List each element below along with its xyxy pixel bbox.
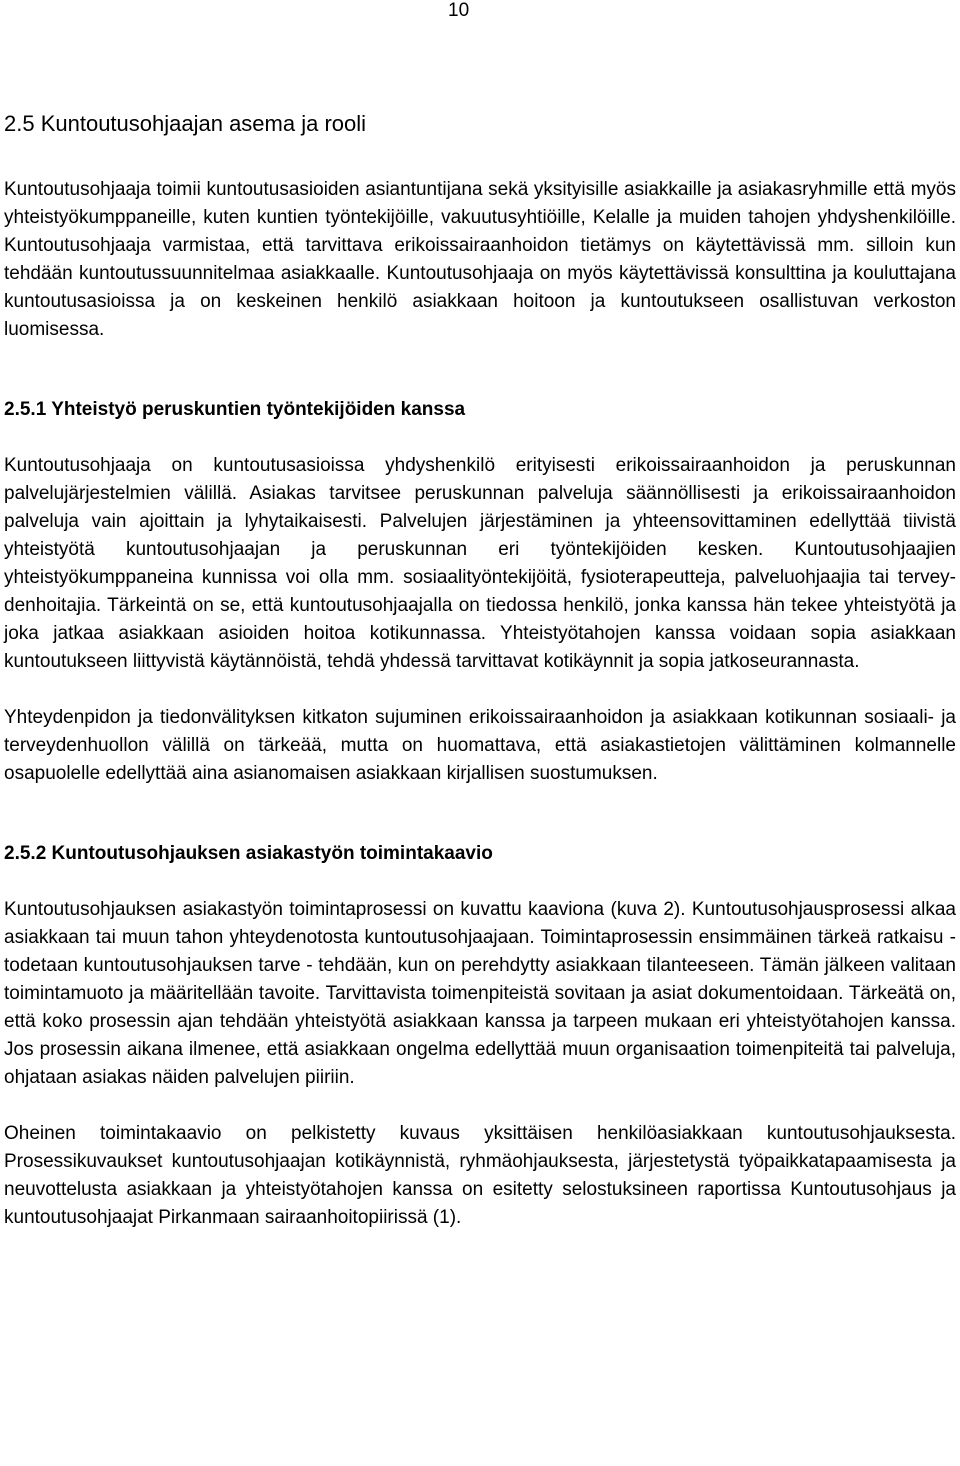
page-number: 10 [448,0,470,21]
spacer [4,676,956,704]
subsection-title-2-5-1: 2.5.1 Yhteistyö peruskuntien työntekijöiden kanssa [4,399,466,420]
subsection-2-paragraph-1: Kuntoutusohjauksen asiakastyön toimintaprosessi on kuvattu kaaviona (kuva 2). Kuntoutusohjausprosessi alkaa asiakkaan tai muun tahon yhteydenotosta kuntoutusohjaajaan. Toimintaprosessin ensimmäinen tärkeä ratkaisu - todetaan kuntoutusohjauksen tarve - tehdään, kun on perehdytty asiakkaan tilanteeseen. Tämän jälkeen valitaan toimintamuoto ja määritellään tavoite. Tarvittavista toimenpiteistä sovitaan ja asiat dokumentoidaan. Tärkeätä on, että koko prosessin ajan tehdään yhteistyötä asiakkaan kanssa ja tarpeen mukaan eri yhteistyötahojen kanssa. Jos prosessin aikana ilmenee, että asiakkaan ongelma edellyttää muun organisaation toimenpiteitä tai palveluja, ohjataan asiakas näiden palvelujen piiriin. [4,899,956,1088]
document-body [4,106,956,1232]
spacer [4,788,956,840]
section-paragraph: Kuntoutusohjaaja toimii kuntoutusasioiden asiantuntijana sekä yksityisille asiakkaille ja asiakasryhmille että myös yhteistyökumppaneille, kuten kuntien työntekijöille, vakuutusyhtiöille, Kelalle ja muiden tahojen yhdyshenkilöille. Kuntoutusohjaaja varmistaa, että tarvittava erikoissairaanhoidon tietämys on käytettävissä mm. silloin kun tehdään kuntoutussuunnitelmaa asiakkaalle. Kuntoutusohjaaja on myös käytettävissä konsulttina ja kouluttajana kuntoutusasioissa ja on keskeinen henkilö asiakkaan hoitoon ja kuntoutukseen osallistuvan verkoston luomisessa. [4,179,956,340]
subsection-2-paragraph-2: Oheinen toimintakaavio on pelkistetty kuvaus yksittäisen henkilöasiakkaan kuntoutusohjauksesta. Prosessikuvaukset kuntoutusohjaajan kotikäynnistä, ryhmäohjauksesta, järjestetystä työpaikkatapaamisesta ja neuvottelusta asiakkaan ja yhteistyötahojen kanssa on esitetty selostuksineen raportissa Kuntoutusohjaus ja kuntoutusohjaajat Pirkanmaan sairaanhoitopiirissä (1). [4,1123,956,1228]
spacer [4,1092,956,1120]
subsection-1-paragraph-2: Yhteydenpidon ja tiedonvälityksen kitkaton sujuminen erikoissairaanhoidon ja asiakkaan kotikunnan sosiaali- ja terveydenhuollon välillä on tärkeää, mutta on huomattava, että asiakastietojen välittäminen kolmannelle osapuolelle edellyttää aina asianomaisen asiakkaan kirjallisen suostumuksen. [4,707,956,784]
spacer [4,344,956,396]
subsection-1-paragraph-1: Kuntoutusohjaaja on kuntoutusasioissa yhdyshenkilö erityisesti erikoissairaanhoidon ja peruskunnan palvelujärjestelmien välillä. Asiakas tarvitsee peruskunnan palveluja säännöllisesti ja erikoissairaanhoidon palveluja vain ajoittain ja lyhytaikaisesti. Palvelujen järjestäminen ja yhteensovittaminen edellyttää tiivistä yhteistyötä kuntoutusohjaajan ja peruskunnan eri työntekijöiden kesken. Kuntoutusohjaajien yhteistyökumppaneina kunnissa voi olla mm. sosiaalityöntekijöitä, fysioterapeutteja, palveluohjaajia tai terveydenhoitajia. Tärkeintä on se, että kuntoutusohjaajalla on tiedossa henkilö, jonka kanssa hän tekee yhteistyötä ja joka jatkaa asiakkaan asioiden hoitoa kotikunnassa. Yhteistyötahojen kanssa voidaan sopia asiakkaan kuntoutukseen liittyvistä käytännöistä, tehdä yhdessä tarvittavat kotikäynnit ja sopia jatkoseurannasta. [4,455,956,672]
section-title: 2.5 Kuntoutusohjaajan asema ja rooli [4,111,367,136]
subsection-title-2-5-2: 2.5.2 Kuntoutusohjauksen asiakastyön toimintakaavio [4,843,493,864]
